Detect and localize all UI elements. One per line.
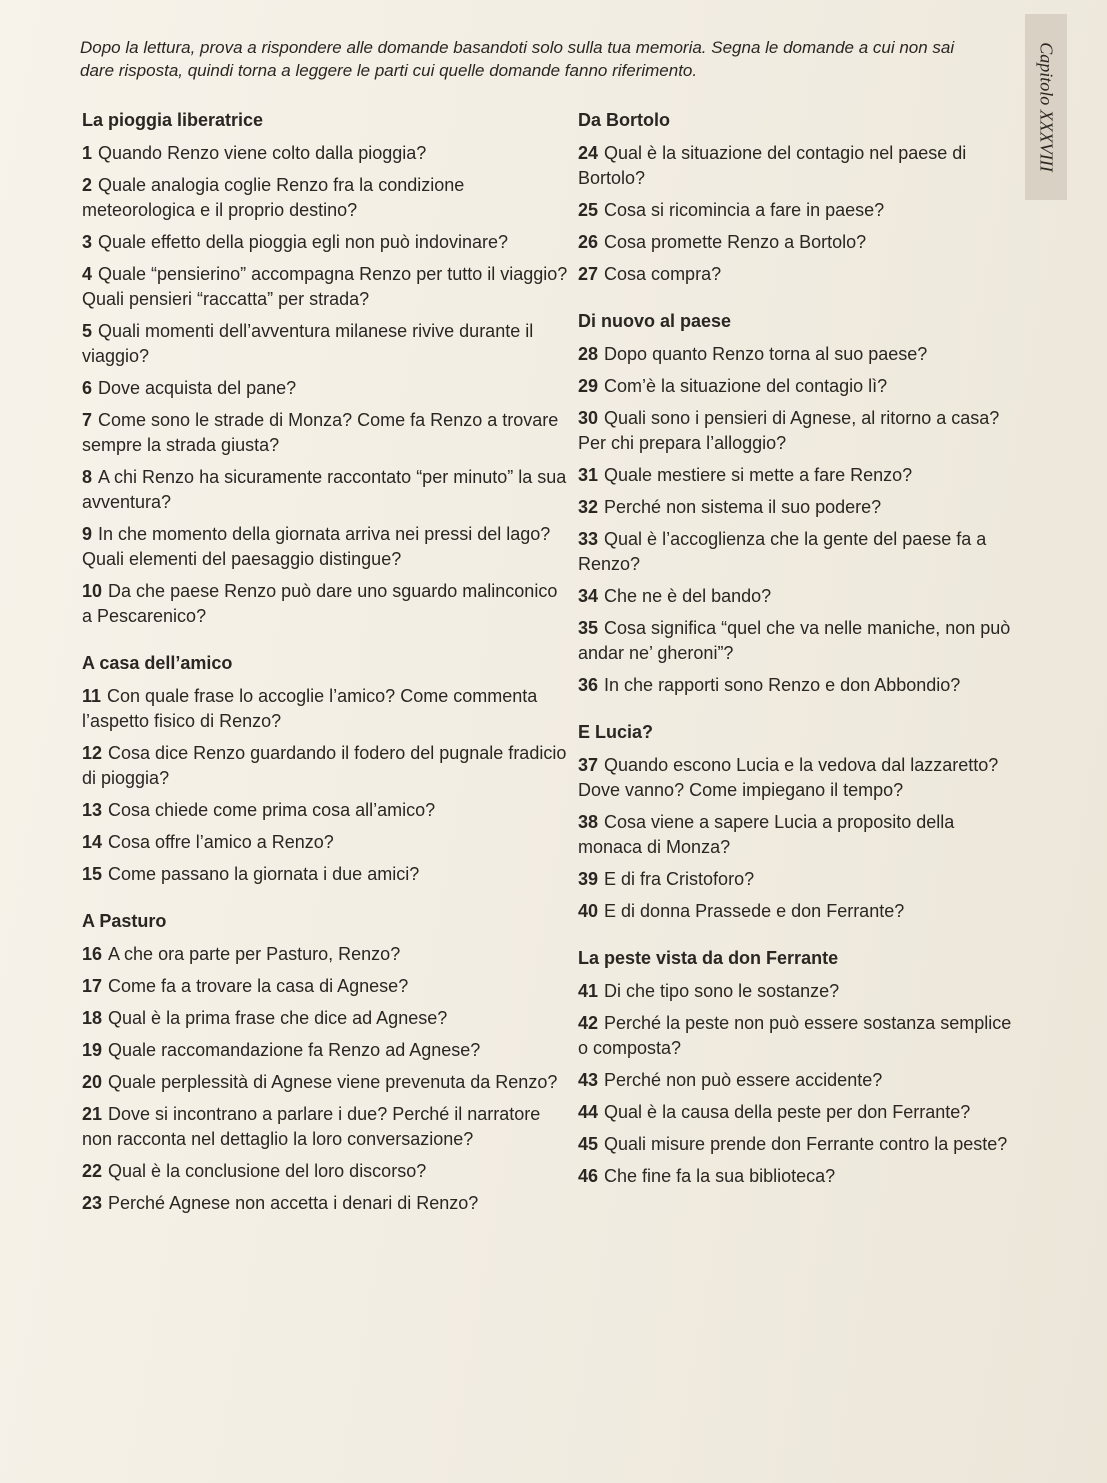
question-number: 8 xyxy=(82,467,93,487)
question-item xyxy=(578,463,1018,488)
question-text: Qual è l’accoglienza che la gente del paese fa a Renzo? xyxy=(578,529,987,574)
section-title: E Lucia? xyxy=(578,722,654,742)
left-column xyxy=(82,108,572,1238)
question-number: 45 xyxy=(578,1134,599,1154)
question-text: Con quale frase lo accoglie l’amico? Come commenta l’aspetto fisico di Renzo? xyxy=(82,686,538,731)
question-item xyxy=(578,1164,1018,1189)
question-text: Quale “pensierino” accompagna Renzo per tutto il viaggio? Quali pensieri “raccatta” per strada? xyxy=(82,264,568,309)
question-number: 34 xyxy=(578,586,599,606)
question-number: 35 xyxy=(578,618,599,638)
right-column xyxy=(578,108,1018,1211)
question-text: Quando escono Lucia e la vedova dal lazzaretto? Dove vanno? Come impiegano il tempo? xyxy=(578,755,999,800)
question-number: 28 xyxy=(578,344,599,364)
question-item xyxy=(82,141,572,166)
question-number: 7 xyxy=(82,410,93,430)
question-number: 43 xyxy=(578,1070,599,1090)
question-text: Cosa chiede come prima cosa all’amico? xyxy=(108,800,436,820)
question-item xyxy=(578,673,1018,698)
question-text: Cosa promette Renzo a Bortolo? xyxy=(604,232,867,252)
question-item xyxy=(578,899,1018,924)
question-item xyxy=(82,1070,572,1095)
question-number: 12 xyxy=(82,743,103,763)
question-item xyxy=(578,810,1018,860)
question-item xyxy=(82,579,572,629)
question-text: Qual è la conclusione del loro discorso? xyxy=(108,1161,427,1181)
question-text: E di fra Cristoforo? xyxy=(604,869,755,889)
question-number: 20 xyxy=(82,1072,103,1092)
question-text: Perché Agnese non accetta i denari di Renzo? xyxy=(108,1193,479,1213)
question-text: Quale perplessità di Agnese viene prevenuta da Renzo? xyxy=(108,1072,558,1092)
question-text: Quali misure prende don Ferrante contro la peste? xyxy=(604,1134,1008,1154)
question-section xyxy=(578,108,1018,287)
question-text: Come passano la giornata i due amici? xyxy=(108,864,420,884)
question-text: Perché la peste non può essere sostanza semplice o composta? xyxy=(578,1013,1012,1058)
section-title: Da Bortolo xyxy=(578,110,670,130)
question-text: Qual è la situazione del contagio nel paese di Bortolo? xyxy=(578,143,967,188)
question-text: A chi Renzo ha sicuramente raccontato “per minuto” la sua avventura? xyxy=(82,467,567,512)
question-item xyxy=(578,198,1018,223)
question-number: 4 xyxy=(82,264,93,284)
question-number: 10 xyxy=(82,581,103,601)
question-number: 25 xyxy=(578,200,599,220)
question-item xyxy=(82,1006,572,1031)
question-number: 31 xyxy=(578,465,599,485)
question-item xyxy=(578,1132,1018,1157)
question-section xyxy=(82,108,572,629)
section-title: A casa dell’amico xyxy=(82,653,233,673)
question-item xyxy=(578,1100,1018,1125)
question-item xyxy=(82,262,572,312)
question-text: Quale effetto della pioggia egli non può indovinare? xyxy=(98,232,508,252)
question-number: 46 xyxy=(578,1166,599,1186)
question-number: 39 xyxy=(578,869,599,889)
question-text: Cosa si ricomincia a fare in paese? xyxy=(604,200,885,220)
question-number: 17 xyxy=(82,976,103,996)
question-item xyxy=(82,465,572,515)
question-item xyxy=(82,408,572,458)
chapter-label: Capitolo XXXVIII xyxy=(1036,42,1057,172)
question-number: 18 xyxy=(82,1008,103,1028)
question-item xyxy=(82,1159,572,1184)
question-item xyxy=(82,1102,572,1152)
question-item xyxy=(82,862,572,887)
question-number: 23 xyxy=(82,1193,103,1213)
question-text: Che fine fa la sua biblioteca? xyxy=(604,1166,836,1186)
question-item xyxy=(578,1011,1018,1061)
question-item xyxy=(82,522,572,572)
question-number: 1 xyxy=(82,143,93,163)
question-item xyxy=(578,753,1018,803)
question-text: Dopo quanto Renzo torna al suo paese? xyxy=(604,344,928,364)
question-item xyxy=(82,376,572,401)
question-text: Com’è la situazione del contagio lì? xyxy=(604,376,888,396)
question-item xyxy=(578,527,1018,577)
question-number: 29 xyxy=(578,376,599,396)
question-text: Quale mestiere si mette a fare Renzo? xyxy=(604,465,913,485)
question-item xyxy=(82,974,572,999)
question-text: Cosa dice Renzo guardando il fodero del pugnale fradicio di pioggia? xyxy=(82,743,567,788)
question-item xyxy=(578,495,1018,520)
section-title: A Pasturo xyxy=(82,911,167,931)
question-item xyxy=(578,141,1018,191)
question-text: Perché non sistema il suo podere? xyxy=(604,497,882,517)
question-number: 15 xyxy=(82,864,103,884)
question-number: 16 xyxy=(82,944,103,964)
question-item xyxy=(82,173,572,223)
question-item xyxy=(82,798,572,823)
question-text: In che rapporti sono Renzo e don Abbondio? xyxy=(604,675,961,695)
question-number: 27 xyxy=(578,264,599,284)
question-text: A che ora parte per Pasturo, Renzo? xyxy=(108,944,401,964)
question-number: 6 xyxy=(82,378,93,398)
question-section xyxy=(578,720,1018,924)
question-item xyxy=(578,584,1018,609)
question-number: 26 xyxy=(578,232,599,252)
question-item xyxy=(82,741,572,791)
question-item xyxy=(82,1191,572,1216)
question-text: Come sono le strade di Monza? Come fa Renzo a trovare sempre la strada giusta? xyxy=(82,410,559,455)
question-number: 5 xyxy=(82,321,93,341)
instructions: Dopo la lettura, prova a rispondere alle domande basandoti solo sulla tua memoria. Segna le domande a cui non sai dare risposta, quindi torna a leggere le parti cui quelle domande fanno riferimento. xyxy=(80,38,955,80)
question-text: Quale analogia coglie Renzo fra la condizione meteorologica e il proprio destino? xyxy=(82,175,465,220)
question-text: Qual è la causa della peste per don Ferrante? xyxy=(604,1102,971,1122)
question-item xyxy=(578,867,1018,892)
question-text: Quando Renzo viene colto dalla pioggia? xyxy=(98,143,427,163)
question-text: Cosa significa “quel che va nelle maniche, non può andar ne’ gheroni”? xyxy=(578,618,1011,663)
question-section xyxy=(82,651,572,887)
question-item xyxy=(578,406,1018,456)
question-number: 2 xyxy=(82,175,93,195)
question-text: Quali sono i pensieri di Agnese, al ritorno a casa? Per chi prepara l’alloggio? xyxy=(578,408,1000,453)
question-item xyxy=(82,230,572,255)
question-number: 3 xyxy=(82,232,93,252)
question-item xyxy=(82,1038,572,1063)
question-number: 9 xyxy=(82,524,93,544)
question-text: Cosa viene a sapere Lucia a proposito della monaca di Monza? xyxy=(578,812,955,857)
question-text: Cosa compra? xyxy=(604,264,722,284)
section-title: La pioggia liberatrice xyxy=(82,110,264,130)
question-number: 32 xyxy=(578,497,599,517)
question-text: Quale raccomandazione fa Renzo ad Agnese? xyxy=(108,1040,481,1060)
question-number: 38 xyxy=(578,812,599,832)
question-item xyxy=(82,684,572,734)
question-text: Dove si incontrano a parlare i due? Perché il narratore non racconta nel dettaglio la loro conversazione? xyxy=(82,1104,541,1149)
question-item xyxy=(578,1068,1018,1093)
question-number: 37 xyxy=(578,755,599,775)
question-text: Quali momenti dell’avventura milanese rivive durante il viaggio? xyxy=(82,321,534,366)
question-number: 19 xyxy=(82,1040,103,1060)
question-text: Perché non può essere accidente? xyxy=(604,1070,883,1090)
question-text: Qual è la prima frase che dice ad Agnese? xyxy=(108,1008,448,1028)
question-number: 40 xyxy=(578,901,599,921)
question-number: 11 xyxy=(82,686,102,706)
question-text: Di che tipo sono le sostanze? xyxy=(604,981,840,1001)
question-text: Come fa a trovare la casa di Agnese? xyxy=(108,976,409,996)
question-section xyxy=(578,309,1018,698)
chapter-tab xyxy=(1025,14,1067,200)
question-number: 41 xyxy=(578,981,599,1001)
question-text: In che momento della giornata arriva nei pressi del lago? Quali elementi del paesaggio distingue? xyxy=(82,524,551,569)
question-text: E di donna Prassede e don Ferrante? xyxy=(604,901,905,921)
question-text: Da che paese Renzo può dare uno sguardo malinconico a Pescarenico? xyxy=(82,581,558,626)
question-text: Che ne è del bando? xyxy=(604,586,772,606)
question-number: 30 xyxy=(578,408,599,428)
question-item xyxy=(578,342,1018,367)
question-number: 44 xyxy=(578,1102,599,1122)
question-item xyxy=(578,230,1018,255)
question-number: 33 xyxy=(578,529,599,549)
question-text: Cosa offre l’amico a Renzo? xyxy=(108,832,334,852)
question-item xyxy=(578,979,1018,1004)
question-number: 13 xyxy=(82,800,103,820)
question-section xyxy=(82,909,572,1216)
question-number: 36 xyxy=(578,675,599,695)
question-item xyxy=(578,374,1018,399)
question-number: 22 xyxy=(82,1161,103,1181)
question-number: 42 xyxy=(578,1013,599,1033)
question-item xyxy=(82,830,572,855)
question-number: 24 xyxy=(578,143,599,163)
question-item xyxy=(578,616,1018,666)
question-number: 14 xyxy=(82,832,103,852)
question-section xyxy=(578,946,1018,1189)
section-title: La peste vista da don Ferrante xyxy=(578,948,839,968)
question-number: 21 xyxy=(82,1104,103,1124)
question-text: Dove acquista del pane? xyxy=(98,378,297,398)
question-item xyxy=(82,319,572,369)
question-item xyxy=(82,942,572,967)
question-item xyxy=(578,262,1018,287)
section-title: Di nuovo al paese xyxy=(578,311,732,331)
